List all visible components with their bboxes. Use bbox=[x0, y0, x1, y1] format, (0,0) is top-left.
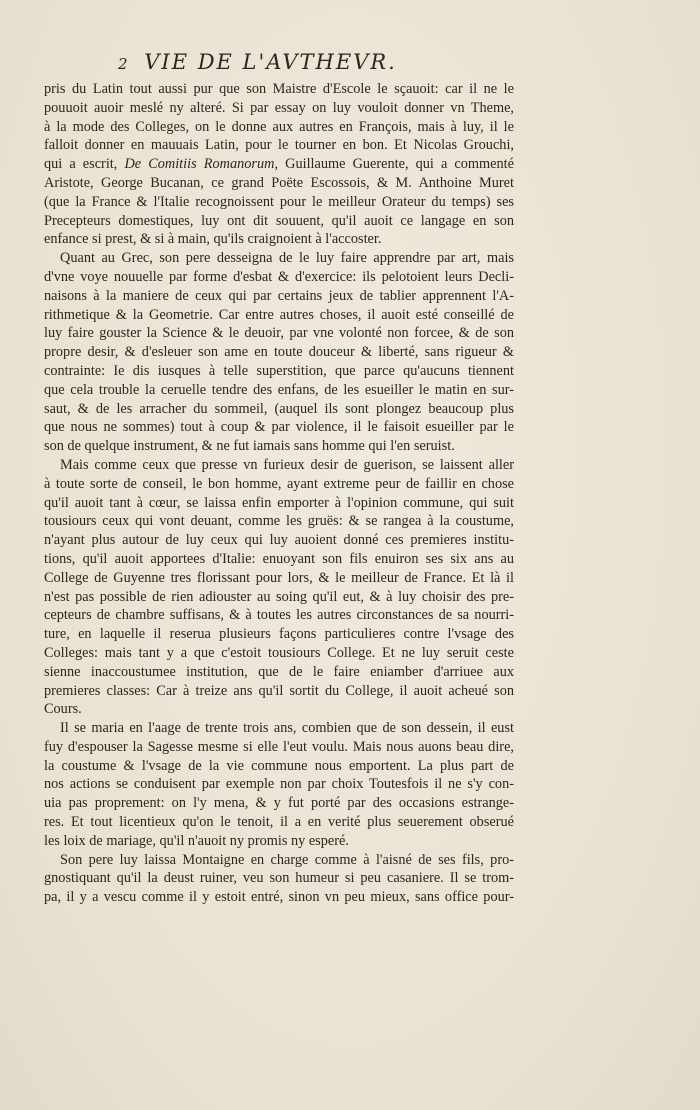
text-line: res. Et tout licentieux qu'on le tenoit, il a en verité plus seuerement obserué bbox=[44, 814, 514, 831]
page-number: 2 bbox=[118, 55, 128, 73]
text-line: enfance si prest, & si à main, qu'ils craignoient à l'accoster. bbox=[44, 231, 382, 248]
text-line: premieres classes: Car à treize ans qu'il sortit du College, il auoit acheué son bbox=[44, 682, 514, 699]
text-line: ture, en laquelle il reserua plusieurs façons particulieres contre l'vsage des bbox=[44, 626, 514, 643]
text-line: contrainte: Ie dis iusques à telle superstition, que parce qu'aucuns tiennent bbox=[44, 362, 514, 379]
text-line: (que la France & l'Italie recognoissent pour le meilleur Orateur du temps) ses bbox=[44, 193, 514, 210]
text-line: fuy d'espouser la Sagesse mesme si elle l'eut voulu. Mais nous auons beau dire, bbox=[44, 738, 514, 755]
text-line: Cours. bbox=[44, 701, 82, 718]
text-line: saut, & de les arracher du sommeil, (auquel ils sont plongez beaucoup plus bbox=[44, 400, 514, 417]
text-line: propre desir, & d'esleuer son ame en toute douceur & liberté, sans rigueur & bbox=[44, 344, 514, 361]
running-title: VIE DE L'AVTHEVR. bbox=[144, 50, 397, 74]
text-line: Il se maria en l'aage de trente trois ans, combien que de son dessein, il eust bbox=[60, 720, 514, 737]
text-line: n'ayant plus autour de luy ceux qui luy auoient donné ces premieres institu- bbox=[44, 532, 514, 549]
text-line: qui a escrit, De Comitiis Romanorum, Guillaume Guerente, qui a commenté bbox=[44, 156, 514, 173]
text-line: son de quelque instrument, & ne fut iamais sans homme qui l'en seruist. bbox=[44, 438, 455, 455]
text-line: qu'il auoit tant à cœur, se laissa enfin emporter à l'opinion commune, qui suit bbox=[44, 494, 514, 511]
text-line: gnostiquant qu'il la deust ruiner, veu son humeur si peu casaniere. Il se trom- bbox=[44, 870, 514, 887]
text-line: Son pere luy laissa Montaigne en charge comme à l'aisné de ses fils, pro- bbox=[60, 851, 514, 868]
text-line: tousiours ceux qui vont deuant, comme les gruës: & se rangea à la coustume, bbox=[44, 513, 514, 530]
text-line: que cela trouble la ceruelle tendre des enfans, de les esueiller le matin en sur- bbox=[44, 381, 514, 398]
text-line: rithmetique & la Geometrie. Car entre autres choses, il auoit esté conseillé de bbox=[44, 306, 514, 323]
text-line: falloit donner en mauuais Latin, pour le tourner en bon. Et Nicolas Grouchi, bbox=[44, 137, 514, 154]
text-line: les loix de mariage, qu'il n'auoit ny promis ny esperé. bbox=[44, 832, 349, 849]
text-line: tions, qu'il auoit apportees d'Italie: enuoyant son fils enuiron ses six ans au bbox=[44, 550, 514, 567]
text-line: Colleges: mais tant y a que c'estoit tousiours College. Et ne luy seruit ceste bbox=[44, 644, 514, 661]
text-line: Quant au Grec, son pere desseigna de le luy faire apprendre par art, mais bbox=[60, 250, 514, 267]
text-line: College de Guyenne tres florissant pour lors, & le meilleur de France. Et là il bbox=[44, 569, 514, 586]
text-line: luy faire gouster la Science & le deuoir, par vne volonté non forcee, & de son bbox=[44, 325, 514, 342]
text-line: que nous ne sommes) tout à coup & par violence, il le faisoit esueiller par le bbox=[44, 419, 514, 436]
text-line: d'vne voye nouuelle par forme d'esbat & d'exercice: ils pelotoient leurs Decli- bbox=[44, 268, 514, 285]
text-line: sienne inaccoustumee institution, que de le faire eniamber d'arriuee aux bbox=[44, 663, 514, 680]
text-line: pouuoit auoir meslé ny alteré. Si par essay on luy vouloit donner vn Theme, bbox=[44, 99, 514, 116]
text-line: Precepteurs domestiques, luy ont dit souuent, qu'il auoit ce langage en son bbox=[44, 212, 514, 229]
body-text bbox=[44, 80, 514, 907]
text-line: n'est pas possible de rien adiouster au soing qu'il eut, & à luy choisir des pre- bbox=[44, 588, 514, 605]
text-line: nos actions se conduisent par exemple non par choix Toutesfois il ne s'y con- bbox=[44, 776, 514, 793]
running-header bbox=[118, 50, 598, 76]
text-line: la coustume & l'vsage de la vie commune nous emportent. La plus part de bbox=[44, 757, 514, 774]
text-line: pa, il y a vescu comme il y estoit entré, sinon vn peu mieux, sans office pour- bbox=[44, 889, 514, 906]
text-line: cepteurs de chambre suffisans, & à toutes les autres circonstances de sa nourri- bbox=[44, 607, 514, 624]
text-line: uia pas proprement: on l'y mena, & y fut porté par des occasions estrange- bbox=[44, 795, 514, 812]
text-line: à la mode des Colleges, on le donne aux autres en François, mais à luy, il le bbox=[44, 118, 514, 135]
text-line: à toute sorte de conseil, le bon homme, ayant extreme peur de faillir en chose bbox=[44, 475, 514, 492]
text-line: pris du Latin tout aussi pur que son Maistre d'Escole le sçauoit: car il ne le bbox=[44, 81, 514, 97]
text-line: Mais comme ceux que presse vn furieux desir de guerison, se laissent aller bbox=[60, 456, 514, 473]
text-line: Aristote, George Bucanan, ce grand Poëte Escossois, & M. Anthoine Muret bbox=[44, 174, 514, 191]
text-line: naisons à la maniere de ceux qui par certains jeux de tablier apprennent l'A- bbox=[44, 287, 514, 304]
